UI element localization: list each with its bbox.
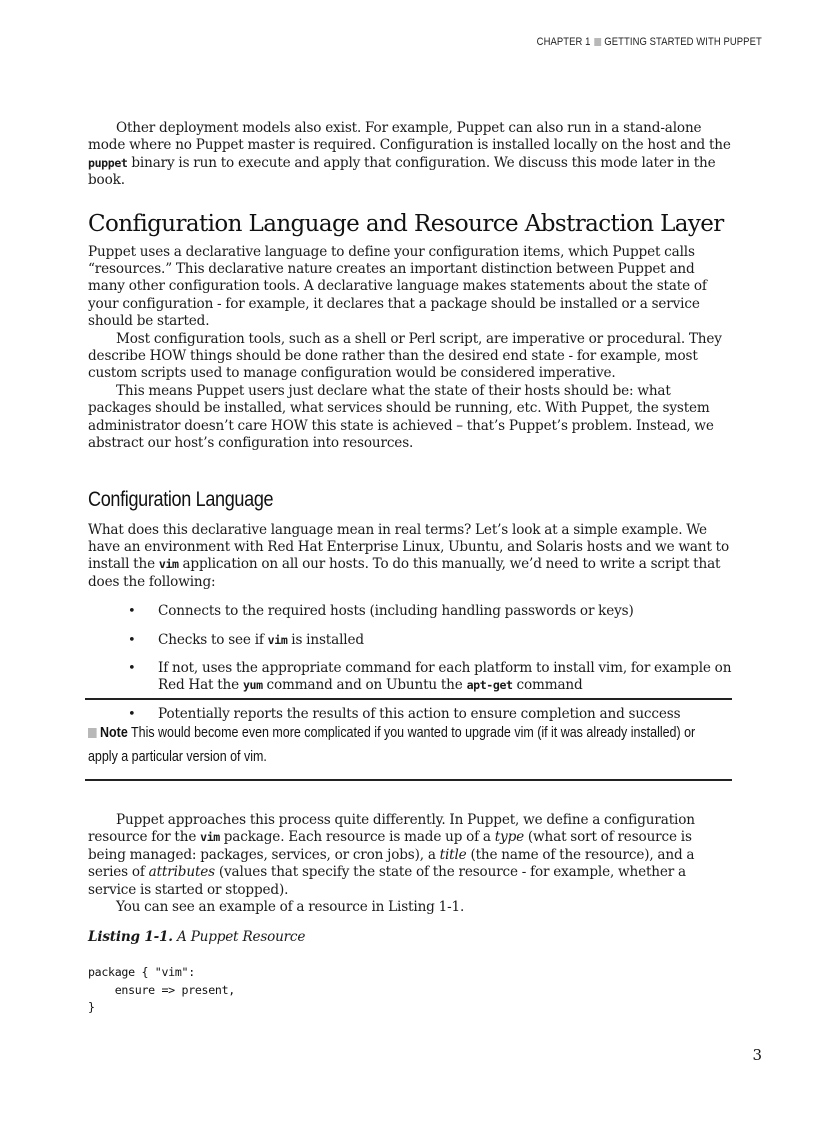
note-text: Note This would become even more complicated if you wanted to upgrade vim (if it was already installed) or apply a particular version of vim.: [88, 725, 696, 765]
list-item: • If not, uses the appropriate command for each platform to install vim, for example on Red Hat the yum command and on Ubuntu the apt-get command: [128, 659, 732, 694]
listing-label: Listing 1-1.: [88, 929, 173, 946]
chapter-title: GETTING STARTED WITH PUPPET: [604, 36, 762, 48]
code-listing: [88, 964, 732, 1017]
section1-paragraph-3: This means Puppet users just declare what the state of their hosts should be: what packages should be installed, what services should be running, etc. With Puppet, the system administrator doesn’t care HOW this state is achieved – that’s Puppet’s problem. Instead, we abstract our host’s configuration into resources.: [88, 382, 714, 452]
bullet-icon: •: [128, 632, 136, 648]
note-label: Note: [100, 725, 128, 741]
main-content: [88, 120, 732, 734]
intro-paragraph: Other deployment models also exist. For example, Puppet can also run in a stand-alone mode where no Puppet master is required. Configuration is installed locally on the host and the puppet binary is run to execute and apply that configuration. We discuss this mode later in the book.: [88, 120, 731, 189]
note-square-icon: [88, 728, 97, 738]
section1-paragraph-2: Most configuration tools, such as a shell or Perl script, are imperative or procedural. They describe HOW things should be done rather than the desired end state - for example, most custom scripts used to manage configuration would be considered imperative.: [88, 330, 722, 382]
bullet-icon: •: [128, 660, 136, 676]
section3-paragraph-1: Puppet approaches this process quite differently. In Puppet, we define a configuration resource for the vim package. Each resource is made up of a type (what sort of resource is being managed: packages, services, or cron jobs), a title (the name of the resource), and a series of attributes (values that specify the state of the resource - for example, whether a service is started or stopped).: [88, 812, 695, 898]
list-item: • Potentially reports the results of this action to ensure completion and success: [128, 705, 681, 722]
inline-code: puppet: [88, 155, 128, 170]
page-number: 3: [752, 1046, 762, 1064]
inline-code: vim: [200, 830, 220, 845]
note-box: [85, 698, 732, 781]
list-item: • Checks to see if vim is installed: [128, 631, 364, 648]
code-line: package { "vim":: [88, 965, 195, 980]
inline-code: yum: [242, 678, 263, 693]
inline-code: vim: [158, 557, 179, 572]
section-heading-config-language-and-ral: Configuration Language and Resource Abstraction Layer: [88, 210, 724, 237]
listing-caption: [88, 929, 732, 946]
main-content-continued: [88, 812, 732, 1017]
code-line: ensure => present,: [88, 982, 235, 997]
bullet-icon: •: [128, 604, 136, 620]
section1-paragraph-1: Puppet uses a declarative language to define your configuration items, which Puppet calls “resources.” This declarative nature creates an important distinction between Puppet and many other configuration tools. A declarative language makes statements about the state of your configuration - for example, it declares that a package should be installed or a service should be started.: [88, 243, 707, 330]
inline-code: vim: [267, 632, 288, 647]
section-heading-config-language: Configuration Language: [88, 487, 274, 511]
separator-square-icon: [594, 38, 601, 46]
code-line: }: [88, 1000, 95, 1015]
section2-paragraph: What does this declarative language mean in real terms? Let’s look at a simple example. We have an environment with Red Hat Enterprise Linux, Ubuntu, and Solaris hosts and we want to install the vim application on all our hosts. To do this manually, we’d need to write a script that does the following:: [88, 521, 729, 590]
listing-title: A Puppet Resource: [176, 929, 306, 946]
chapter-number: CHAPTER 1: [536, 36, 591, 48]
list-item: • Connects to the required hosts (including handling passwords or keys): [128, 603, 634, 620]
bullet-icon: •: [128, 706, 136, 722]
running-header: [537, 36, 762, 48]
inline-code: apt-get: [466, 678, 513, 693]
section3-paragraph-2: You can see an example of a resource in Listing 1-1.: [116, 899, 465, 916]
